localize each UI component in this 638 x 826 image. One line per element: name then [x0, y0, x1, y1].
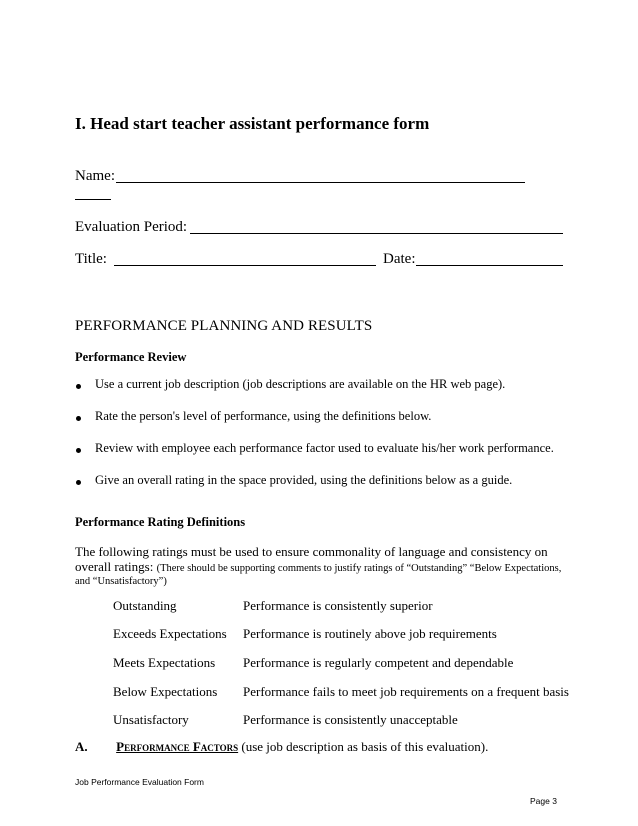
rating-term: Exceeds Expectations [113, 626, 227, 641]
bullet-icon [76, 384, 81, 389]
section-heading: PERFORMANCE PLANNING AND RESULTS [75, 318, 373, 334]
bullet-item: Give an overall rating in the space provided, using the definitions below as a guide. [95, 473, 513, 487]
rating-description: Performance fails to meet job requirements on a frequent basis [243, 684, 569, 699]
evaluation-period-field[interactable] [190, 233, 563, 234]
bullet-icon [76, 416, 81, 421]
date-field[interactable] [416, 265, 563, 266]
name-label: Name: [75, 168, 115, 184]
definitions-intro-note: (There should be supporting comments to justify ratings of “Outstanding” “Below Expectations, [156, 563, 562, 574]
definitions-intro-line1: The following ratings must be used to ensure commonality of language and consistency on [75, 544, 548, 559]
rating-description: Performance is regularly competent and dependable [243, 655, 514, 670]
title-field[interactable] [114, 265, 376, 266]
bullet-item: Review with employee each performance factor used to evaluate his/her work performance. [95, 441, 554, 455]
page-number: Page 3 [530, 796, 557, 806]
page-title: I. Head start teacher assistant performance form [75, 114, 430, 133]
bullet-item: Rate the person's level of performance, using the definitions below. [95, 409, 432, 423]
performance-factors-row [75, 739, 488, 755]
bullet-item: Use a current job description (job descriptions are available on the HR web page). [95, 377, 506, 391]
rating-term: Unsatisfactory [113, 712, 189, 727]
evaluation-period-label: Evaluation Period: [75, 219, 188, 235]
name-field[interactable] [116, 182, 525, 183]
definitions-intro-line2 [75, 559, 561, 575]
name-field-continuation[interactable] [75, 199, 111, 200]
date-label: Date: [383, 251, 416, 267]
rating-description: Performance is consistently unacceptable [243, 712, 458, 727]
rating-term: Below Expectations [113, 684, 218, 699]
performance-review-heading: Performance Review [75, 350, 187, 364]
bullet-icon [76, 448, 81, 453]
factors-note: (use job description as basis of this evaluation). [238, 739, 489, 754]
rating-term: Outstanding [113, 598, 177, 613]
definitions-intro-line3: and “Unsatisfactory”) [75, 576, 167, 587]
footer-form-name: Job Performance Evaluation Form [75, 777, 204, 787]
rating-term: Meets Expectations [113, 655, 216, 670]
rating-description: Performance is routinely above job requirements [243, 626, 497, 641]
rating-definitions-heading: Performance Rating Definitions [75, 515, 246, 529]
definitions-intro-main: overall ratings: [75, 559, 157, 574]
factors-letter: A. [75, 739, 88, 754]
factors-title: Performance Factors [116, 739, 239, 754]
rating-description: Performance is consistently superior [243, 598, 433, 613]
title-label: Title: [75, 251, 107, 267]
bullet-icon [76, 480, 81, 485]
